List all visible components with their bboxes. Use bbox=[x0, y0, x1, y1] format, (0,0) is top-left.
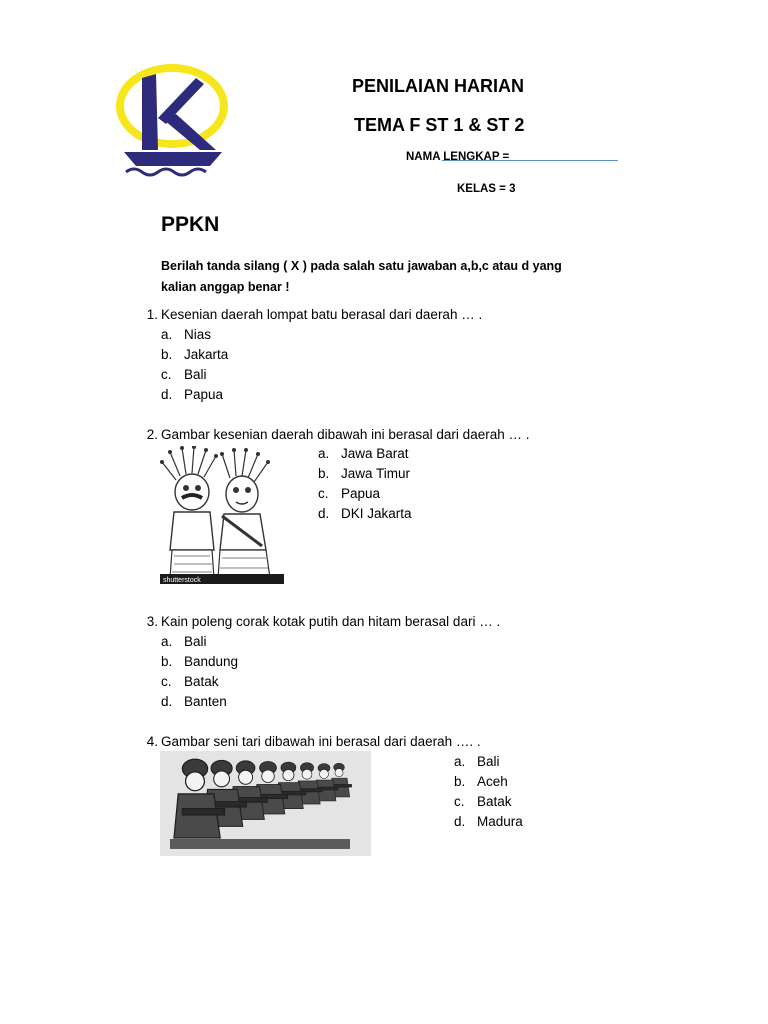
question-number: 4. bbox=[146, 734, 158, 749]
option-c[interactable]: c. Batak bbox=[161, 674, 219, 689]
option-b[interactable]: b. Aceh bbox=[454, 774, 508, 789]
option-b[interactable]: b. Bandung bbox=[161, 654, 239, 669]
question-text: Gambar seni tari dibawah ini berasal dari daerah …. . bbox=[161, 734, 481, 749]
watermark-text: shutterstock bbox=[163, 577, 201, 584]
page-title: PENILAIAN HARIAN bbox=[352, 76, 525, 96]
instruction-line: kalian anggap benar ! bbox=[161, 280, 290, 294]
ondel-ondel-image bbox=[160, 446, 284, 584]
question-text: Kain poleng corak kotak putih dan hitam berasal dari … . bbox=[161, 614, 501, 629]
instruction-line: Berilah tanda silang ( X ) pada salah satu jawaban a,b,c atau d yang bbox=[161, 259, 562, 273]
option-a[interactable]: a. Bali bbox=[161, 634, 207, 649]
question-number: 1. bbox=[146, 307, 158, 322]
option-d[interactable]: d. Papua bbox=[161, 387, 224, 402]
instruction bbox=[161, 256, 681, 298]
question-text: Kesenian daerah lompat batu berasal dari daerah … . bbox=[161, 307, 483, 322]
question-number: 2. bbox=[146, 427, 158, 442]
name-underline bbox=[442, 160, 618, 161]
question-text: Gambar kesenian daerah dibawah ini berasal dari daerah … . bbox=[161, 427, 530, 442]
subject-heading: PPKN bbox=[161, 213, 220, 236]
option-c[interactable]: c. Batak bbox=[454, 794, 512, 809]
option-b[interactable]: b. Jawa Timur bbox=[318, 466, 411, 481]
page-subtitle: TEMA F ST 1 & ST 2 bbox=[354, 115, 525, 135]
option-a[interactable]: a. Jawa Barat bbox=[318, 446, 409, 461]
option-c[interactable]: c. Papua bbox=[318, 486, 381, 501]
saman-dance-image bbox=[160, 751, 371, 856]
question-1-options bbox=[161, 325, 228, 405]
option-d[interactable]: d. Banten bbox=[161, 694, 227, 709]
question-2-options bbox=[318, 444, 412, 524]
question-number: 3. bbox=[146, 614, 158, 629]
question-3-options bbox=[161, 632, 238, 712]
option-c[interactable]: c. Bali bbox=[161, 367, 207, 382]
name-label: NAMA LENGKAP = bbox=[406, 151, 510, 163]
option-b[interactable]: b. Jakarta bbox=[161, 347, 229, 362]
option-d[interactable]: d. Madura bbox=[454, 814, 523, 829]
option-a[interactable]: a. Bali bbox=[454, 754, 500, 769]
option-d[interactable]: d. DKI Jakarta bbox=[318, 506, 412, 521]
option-a[interactable]: a. Nias bbox=[161, 327, 212, 342]
question-4-options bbox=[454, 752, 523, 832]
school-logo bbox=[112, 62, 230, 180]
class-label: KELAS = 3 bbox=[457, 183, 516, 195]
